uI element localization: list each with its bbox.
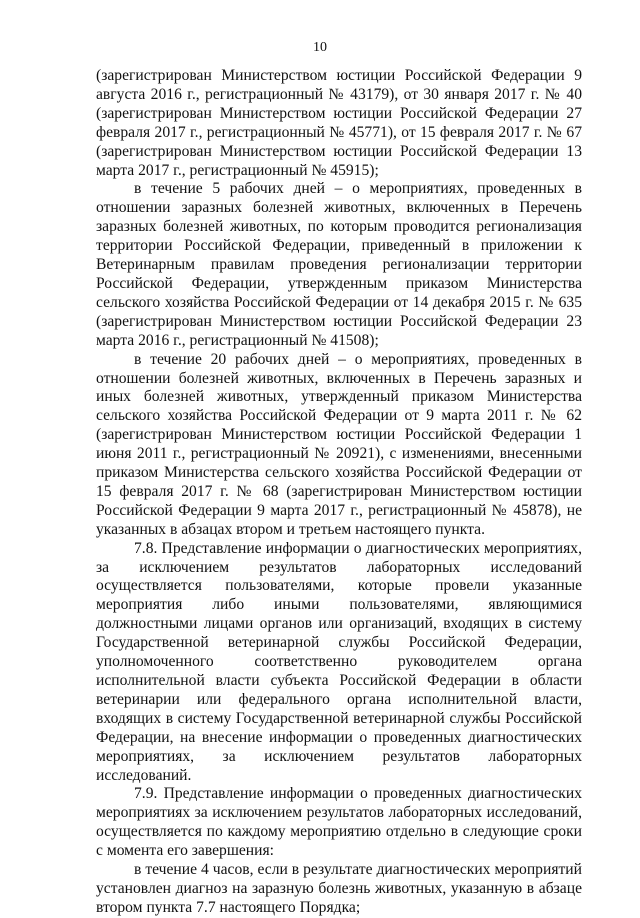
paragraph: в течение 20 рабочих дней – о мероприятиях, проведенных в отношении болезней животных, включенных в Перечень заразных и иных болезней животных, утвержденный приказом Министерства сельского хозяйства Российской Федерации от 9 марта 2011 г. № 62 (зарегистрирован Министерством юстиции Российской Федерации 1 июня 2011 г., регистрационный № 20921), с изменениями, внесенными приказом Министерства сельского хозяйства Российской Федерации от 15 февраля 2017 г. № 68 (зарегистрирован Министерством юстиции Российской Федерации 9 марта 2017 г., регистрационный № 45878), не указанных в абзацах втором и третьем настоящего пункта. bbox=[96, 350, 582, 538]
paragraph-7-8: 7.8. Представление информации о диагностических мероприятиях, за исключением результатов лабораторных исследований осуществляется пользователями, которые провели указанные мероприятия либо иными пользователями, являющимися должностными лицами органов или организаций, входящих в систему Государственной ветеринарной службы Российской Федерации, уполномоченного соответственно руководителем органа исполнительной власти субъекта Российской Федерации в области ветеринарии или федерального органа исполнительной власти, входящих в систему Государственной ветеринарной службы Российской Федерации, на внесение информации о проведенных диагностических мероприятиях, за исключением результатов лабораторных исследований. bbox=[96, 539, 582, 784]
paragraph: (зарегистрирован Министерством юстиции Российской Федерации 9 августа 2016 г., регистрационный № 43179), от 30 января 2017 г. № 40 (зарегистрирован Министерством юстиции Российской Федерации 27 февраля 2017 г., регистрационный № 45771), от 15 февраля 2017 г. № 67 (зарегистрирован Министерством юстиции Российской Федерации 13 марта 2017 г., регистрационный № 45915); bbox=[96, 67, 582, 179]
page-number: 10 bbox=[313, 40, 327, 55]
document-body bbox=[96, 67, 582, 918]
paragraph: в течение 5 рабочих дней – о мероприятиях, проведенных в отношении заразных болезней животных, включенных в Перечень заразных болезней животных, по которым проводится регионализация территории Российской Федерации, приведенный в приложении к Ветеринарным правилам проведения регионализации территории Российской Федерации, утвержденным приказом Министерства сельского хозяйства Российской Федерации от 14 декабря 2015 г. № 635 (зарегистрирован Министерством юстиции Российской Федерации 23 марта 2016 г., регистрационный № 41508); bbox=[96, 180, 582, 349]
paragraph-7-9: 7.9. Представление информации о проведенных диагностических мероприятиях за исключением результатов лабораторных исследований, осуществляется по каждому мероприятию отдельно в следующие сроки с момента его завершения: bbox=[96, 785, 582, 860]
paragraph: в течение 4 часов, если в результате диагностических мероприятий установлен диагноз на заразную болезнь животных, указанную в абзаце втором пункта 7.7 настоящего Порядка; bbox=[96, 861, 582, 916]
